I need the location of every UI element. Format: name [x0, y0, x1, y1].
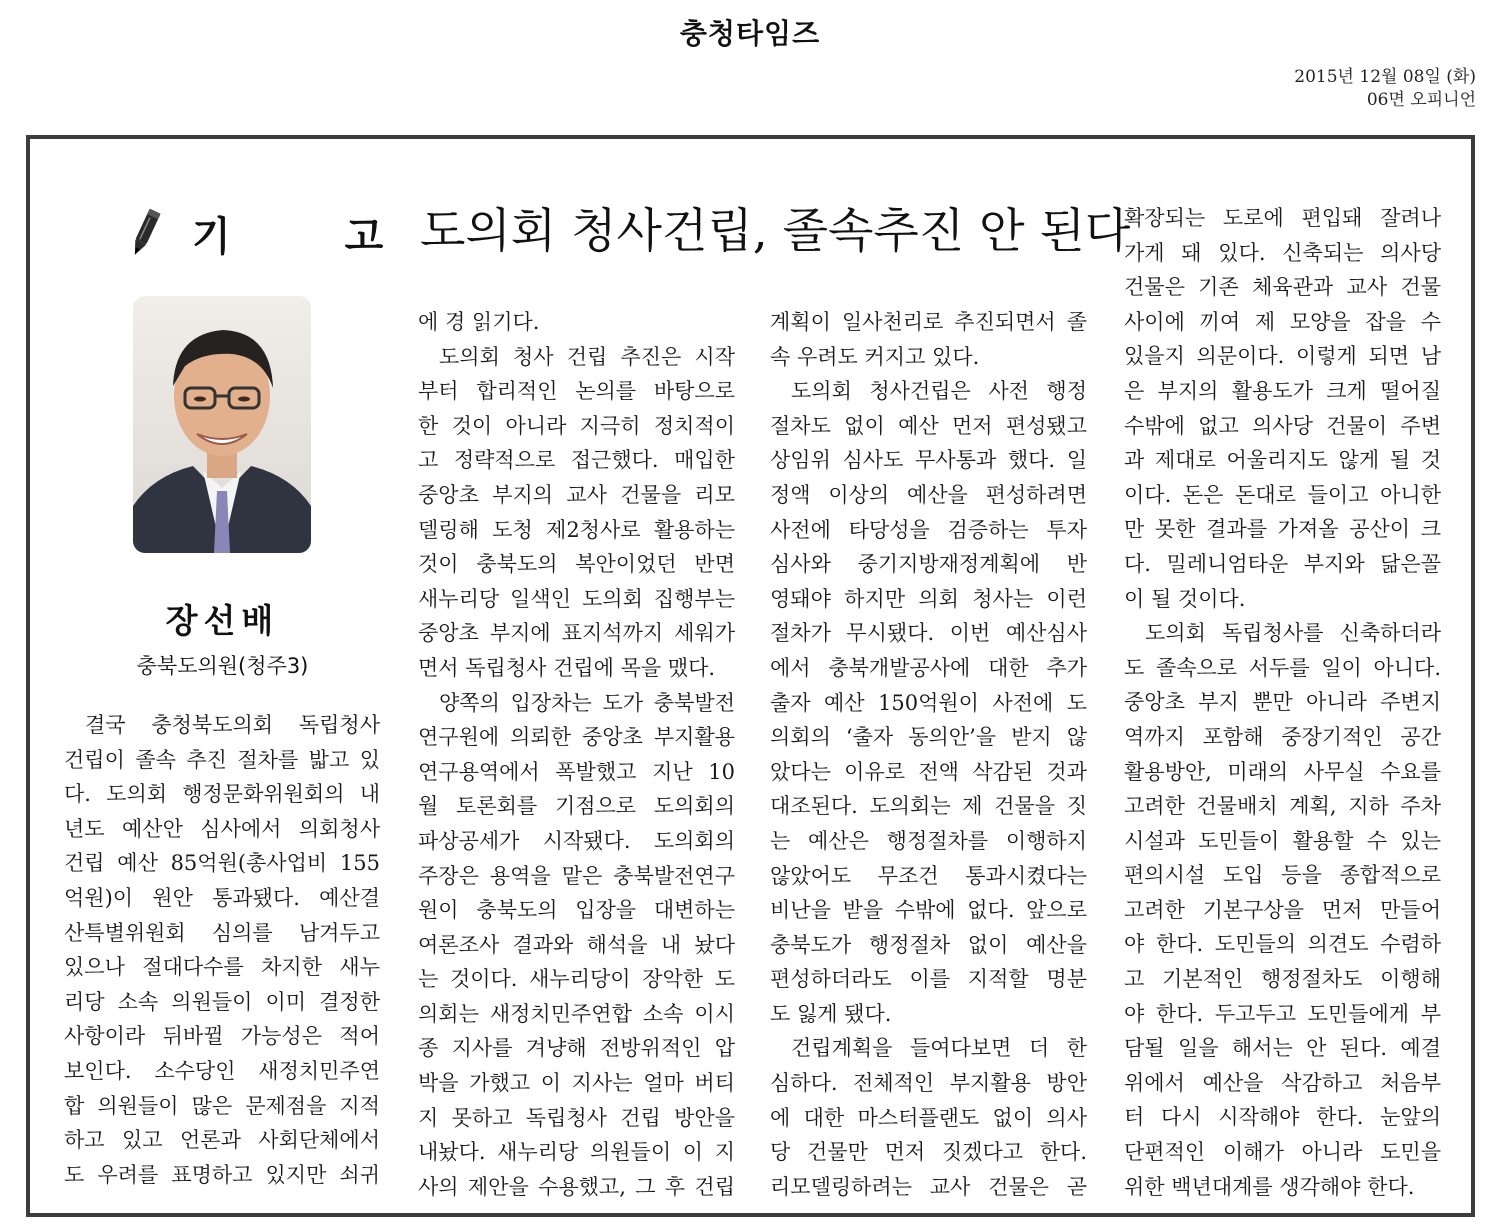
article-line: 시설과 도민들이 활용할 수 있는: [1124, 828, 1441, 853]
article-line: 에서 충북개발공사에 대한 추가: [770, 655, 1087, 680]
author-title: 충북도의원(청주3): [136, 654, 309, 678]
article-line: 보인다. 소수당인 새정치민주연: [64, 1058, 380, 1083]
article-line: 다. 도의회 행정문화위원회의 내: [64, 782, 380, 807]
article-line: 파상공세가 시작됐다. 도의회의: [418, 828, 735, 853]
article-line: 담될 일을 해서는 안 된다. 예결: [1124, 1036, 1441, 1061]
article-line: 연구원에 의뢰한 중앙초 부지활용: [418, 725, 735, 750]
article-line: 고 정략적으로 접근했다. 매입한: [418, 448, 735, 473]
article-line: 도의회 청사건립은 사전 행정: [791, 379, 1087, 404]
article-line: 원이 충북도의 입장을 대변하는: [418, 898, 735, 923]
author-name: 장선배: [165, 601, 280, 640]
article-line: 위에서 예산을 삭감하고 처음부: [1124, 1070, 1441, 1095]
article-line: 의회의 ‘출자 동의안’을 받지 않: [770, 725, 1087, 750]
section-label: [128, 205, 433, 261]
article-line: 사이에 끼여 제 모양을 잡을 수: [1124, 309, 1441, 334]
article-line: 당 건물만 먼저 짓겠다고 한다.: [770, 1140, 1087, 1165]
article-line: 만 못한 결과를 가져올 공산이 크: [1124, 517, 1441, 542]
article-line: 이 될 것이다.: [1124, 586, 1246, 611]
article-line: 도의회 독립청사를 신축하더라: [1145, 621, 1441, 646]
page-section: 06면 오피니언: [1366, 90, 1476, 110]
article-line: 출자 예산 150억원이 사전에 도: [770, 690, 1087, 715]
article-column-3: [770, 305, 1087, 1204]
article-line: 한 것이 아니라 지극히 정치적이: [418, 413, 735, 438]
article-line: 과 제대로 어울리지도 않게 될 것: [1124, 448, 1441, 473]
article-line: 지 못하고 독립청사 건립 방안을: [418, 1105, 735, 1130]
article-line: 건립 예산 85억원(총사업비 155: [64, 851, 380, 876]
article-line: 박을 가했고 이 지사는 얼마 버티: [418, 1071, 735, 1096]
article-line: 사전에 타당성을 검증하는 투자: [770, 517, 1087, 542]
article-line: 월 토론회를 기점으로 도의회의: [418, 794, 735, 819]
article-line: 심하다. 전체적인 부지활용 방안: [770, 1071, 1087, 1096]
article-line: 비난을 받을 수밖에 없다. 앞으로: [770, 898, 1087, 923]
article-line: 위한 백년대계를 생각해야 한다.: [1124, 1174, 1415, 1199]
article-headline: 도의회 청사건립, 졸속추진 안 된다: [420, 204, 1131, 259]
article-line: 건립이 졸속 추진 절차를 밟고 있: [64, 747, 380, 772]
article-line: 중앙초 부지의 교사 건물을 리모: [418, 482, 735, 507]
article-line: 고려한 기본구상을 먼저 만들어: [1124, 897, 1441, 922]
article-line: 정액 이상의 예산을 편성하려면: [770, 482, 1087, 507]
article-column-4: [1124, 201, 1441, 1204]
article-line: 터 다시 시작해야 한다. 눈앞의: [1124, 1105, 1441, 1130]
article-line: 도의회 청사 건립 추진은 시작: [439, 344, 735, 369]
article-line: 것이 충북도의 복안이었던 반면: [418, 552, 735, 577]
article-line: 주장은 용역을 맡은 충북발전연구: [418, 863, 735, 888]
article-line: 결국 충청북도의회 독립청사: [85, 713, 380, 737]
article-line: 고려한 건물배치 계획, 지하 주차: [1124, 794, 1441, 819]
article-line: 억원)이 원안 통과됐다. 예산결: [64, 885, 380, 910]
article-line: 산특별위원회 심의를 남겨두고: [64, 920, 380, 945]
article-line: 여론조사 결과와 해석을 내 놨다: [418, 932, 735, 957]
article-line: 충북도가 행정절차 없이 예산을: [770, 932, 1087, 957]
article-line: 하고 있고 언론과 사회단체에서: [64, 1128, 380, 1153]
article-line: 양쪽의 입장차는 도가 충북발전: [439, 690, 735, 715]
article-line: 역까지 포함해 중장기적인 공간: [1124, 724, 1441, 749]
article-line: 절차가 무시됐다. 이번 예산심사: [770, 621, 1087, 646]
article-line: 영돼야 하지만 의회 청사는 이런: [770, 586, 1087, 611]
article-line: 도 졸속으로 서두를 일이 아니다.: [1124, 655, 1441, 680]
article-line: 사의 제안을 수용했고, 그 후 건립: [418, 1174, 735, 1199]
article-line: 는 예산은 행정절차를 이행하지: [770, 828, 1087, 853]
article-line: 는 것이다. 새누리당이 장악한 도: [418, 967, 735, 992]
article-line: 은 부지의 활용도가 크게 떨어질: [1124, 378, 1441, 403]
article-line: 면서 독립청사 건립에 목을 맸다.: [418, 655, 716, 680]
article-line: 확장되는 도로에 편입돼 잘려나: [1124, 206, 1441, 230]
article-line: 에 대한 마스터플랜도 없이 의사: [770, 1105, 1087, 1130]
article-line: 편의시설 도입 등을 종합적으로: [1124, 863, 1441, 888]
article-line: 있으나 절대다수를 차지한 새누: [64, 955, 380, 980]
article-line: 리모델링하려는 교사 건물은 곧: [770, 1174, 1087, 1199]
newspaper-name: 충청타임즈: [679, 17, 821, 50]
article-line: 리당 소속 의원들이 이미 결정한: [64, 989, 380, 1014]
article-line: 대조된다. 도의회는 제 건물을 짓: [770, 794, 1087, 819]
article-line: 년도 예산안 심사에서 의회청사: [64, 816, 380, 841]
article-line: 계획이 일사천리로 추진되면서 졸: [770, 310, 1087, 334]
article-line: 속 우려도 커지고 있다.: [770, 344, 980, 369]
pencil-icon: [128, 207, 162, 259]
publication-date: 2015년 12월 08일 (화): [1294, 67, 1476, 87]
article-line: 연구용역에서 폭발했고 지난 10: [418, 759, 735, 784]
article-line: 내놨다. 새누리당 의원들이 이 지: [418, 1140, 735, 1165]
article-line: 가게 돼 있다. 신축되는 의사당: [1124, 240, 1441, 265]
article-line: 도 우려를 표명하고 있지만 쇠귀: [64, 1162, 380, 1187]
article-line: 편성하더라도 이를 지적할 명분: [770, 967, 1087, 992]
article-line: 의회는 새정치민주연합 소속 이시: [418, 1001, 735, 1026]
article-line: 합 의원들이 많은 문제점을 지적: [64, 1093, 380, 1118]
article-column-1: [64, 708, 380, 1192]
article-line: 단편적인 이해가 아니라 도민을: [1124, 1140, 1441, 1165]
author-portrait: [133, 296, 311, 553]
article-line: 사항이라 뒤바뀔 가능성은 적어: [64, 1024, 380, 1049]
article-line: 종 지사를 겨냥해 전방위적인 압: [418, 1036, 735, 1061]
article-line: 활용방안, 미래의 사무실 수요를: [1124, 759, 1441, 784]
article-line: 야 한다. 도민들의 의견도 수렴하: [1124, 932, 1441, 957]
article-line: 에 경 읽기다.: [418, 310, 540, 334]
article-line: 았다는 이유로 전액 삭감된 것과: [770, 759, 1087, 784]
section-label-text: 기 고: [192, 213, 434, 260]
article-line: 건물은 기존 체육관과 교사 건물: [1124, 275, 1441, 300]
article-line: 중앙초 부지 뿐만 아니라 주변지: [1124, 690, 1441, 715]
dateline: [1294, 66, 1476, 112]
article-column-2: [418, 305, 735, 1204]
article-line: 이다. 돈은 돈대로 들이고 아니한: [1124, 482, 1441, 507]
article-line: 도 잃게 됐다.: [770, 1001, 892, 1026]
article-line: 심사와 중기지방재정계획에 반: [770, 552, 1087, 577]
article-line: 수밖에 없고 의사당 건물이 주변: [1124, 413, 1441, 438]
article-line: 않았어도 무조건 통과시켰다는: [770, 863, 1087, 888]
article-line: 새누리당 일색인 도의회 집행부는: [418, 586, 735, 611]
article-line: 고 기본적인 행정절차도 이행해: [1124, 967, 1441, 992]
article-line: 야 한다. 두고두고 도민들에게 부: [1124, 1001, 1441, 1026]
article-line: 다. 밀레니엄타운 부지와 닮은꼴: [1124, 551, 1441, 576]
article-line: 절차도 없이 예산 먼저 편성됐고: [770, 413, 1087, 438]
article-line: 델링해 도청 제2청사로 활용하는: [418, 517, 735, 542]
article-line: 중앙초 부지에 표지석까지 세워가: [418, 621, 735, 646]
article-line: 있을지 의문이다. 이렇게 되면 남: [1124, 344, 1441, 369]
article-line: 부터 합리적인 논의를 바탕으로: [418, 379, 735, 404]
article-line: 건립계획을 들여다보면 더 한: [791, 1036, 1087, 1061]
article-line: 상임위 심사도 무사통과 했다. 일: [770, 448, 1087, 473]
